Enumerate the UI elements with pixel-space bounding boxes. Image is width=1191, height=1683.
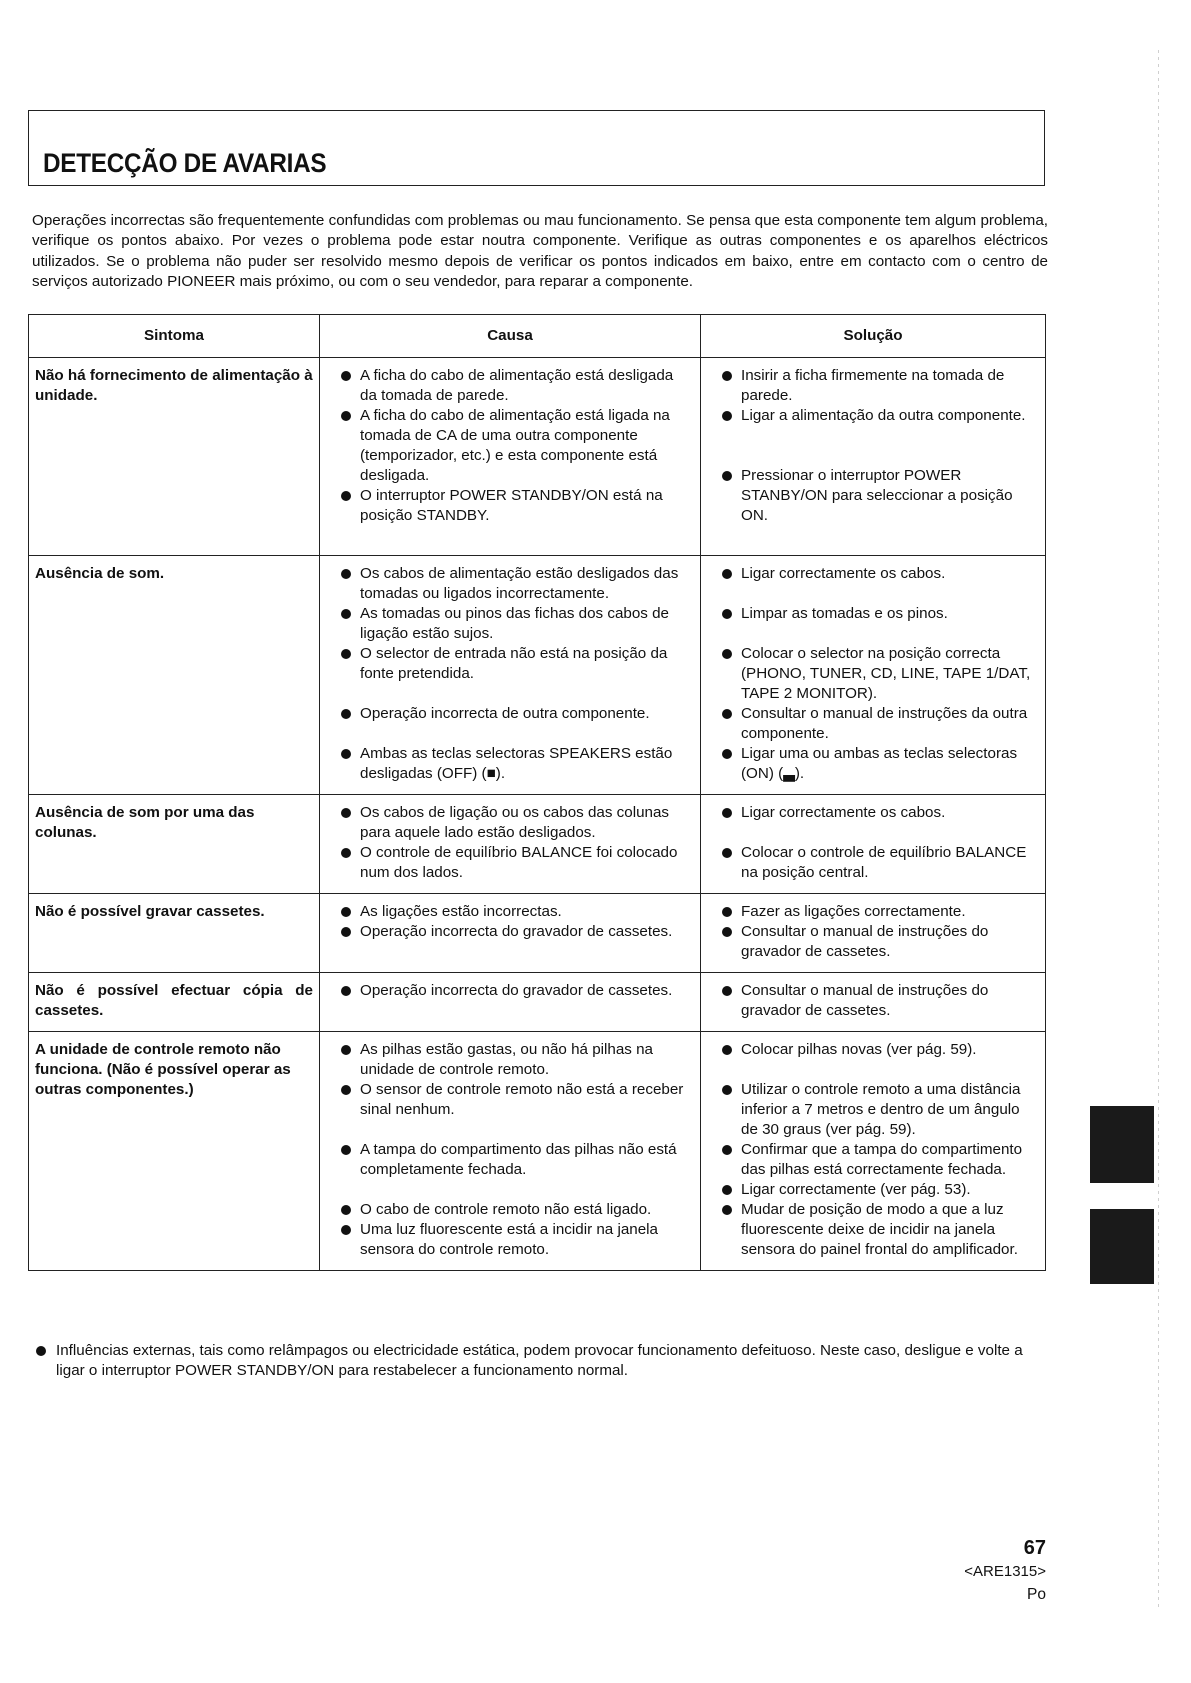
section-tab-marker (1090, 1106, 1154, 1183)
solution-item: Mudar de posição de modo a que a luz fluorescente deixe de incidir na janela sensora do painel frontal do amplificador. (707, 1200, 1039, 1260)
solution-item: Fazer as ligações correctamente. (707, 902, 1039, 922)
solution-cell (701, 556, 1046, 795)
cause-item: O selector de entrada não está na posição da fonte pretendida. (326, 644, 694, 684)
cause-cell (320, 973, 701, 1032)
table-row (29, 795, 1046, 894)
cause-cell (320, 795, 701, 894)
solution-item: Ligar uma ou ambas as teclas selectoras (ON) (▃). (707, 744, 1039, 784)
cause-cell (320, 358, 701, 556)
header-solution: Solução (701, 315, 1046, 358)
solution-item: Consultar o manual de instruções da outra componente. (707, 704, 1039, 744)
solution-item: Consultar o manual de instruções do gravador de cassetes. (707, 922, 1039, 962)
symptom-cell: Ausência de som. (29, 556, 320, 795)
symptom-cell: A unidade de controle remoto não funciona. (Não é possível operar as outras componentes.) (29, 1032, 320, 1271)
note (36, 1341, 1048, 1382)
document-code: <ARE1315> (964, 1563, 1046, 1580)
cause-item: Os cabos de ligação ou os cabos das colunas para aquele lado estão desligados. (326, 803, 694, 843)
solution-item: Pressionar o interruptor POWER STANBY/ON para seleccionar a posição ON. (707, 466, 1039, 526)
solution-cell (701, 973, 1046, 1032)
cause-cell (320, 556, 701, 795)
solution-item: Colocar o controle de equilíbrio BALANCE na posição central. (707, 843, 1039, 883)
cause-item: Uma luz fluorescente está a incidir na janela sensora do controle remoto. (326, 1220, 694, 1260)
cause-item: A ficha do cabo de alimentação está ligada na tomada de CA de uma outra componente (temporizador, etc.) e esta componente está desligada. (326, 406, 694, 486)
page-title: DETECÇÃO DE AVARIAS (43, 148, 327, 178)
cause-item: Operação incorrecta de outra componente. (326, 704, 694, 724)
solution-cell (701, 1032, 1046, 1271)
cause-item: As ligações estão incorrectas. (326, 902, 694, 922)
solution-item: Colocar pilhas novas (ver pág. 59). (707, 1040, 1039, 1060)
solution-cell (701, 358, 1046, 556)
troubleshooting-table (28, 314, 1046, 1271)
page-number: 67 (1023, 1537, 1046, 1559)
cause-item: Ambas as teclas selectoras SPEAKERS estão desligadas (OFF) (■). (326, 744, 694, 784)
bullet-icon (36, 1346, 46, 1356)
header-cause: Causa (320, 315, 701, 358)
cause-item: As pilhas estão gastas, ou não há pilhas na unidade de controle remoto. (326, 1040, 694, 1080)
table-row (29, 1032, 1046, 1271)
cause-cell (320, 1032, 701, 1271)
intro-paragraph: Operações incorrectas são frequentemente confundidas com problemas ou mau funcionamento. Se pensa que esta componente tem algum problema, verifique os pontos abaixo. Por vezes o problema pode estar noutra componente. Verifique as outras componentes e os aparelhos eléctricos utilizados. Se o problema não puder ser resolvido mesmo depois de verificar os pontos indicados em baixo, entre em contacto com o centro de serviços autorizado PIONEER mais próximo, ou com o seu vendedor, para reparar a componente. (32, 212, 1048, 290)
language-code: Po (1027, 1586, 1046, 1603)
cause-item: O controle de equilíbrio BALANCE foi colocado num dos lados. (326, 843, 694, 883)
cause-item: A ficha do cabo de alimentação está desligada da tomada de parede. (326, 366, 694, 406)
section-tab-marker (1090, 1209, 1154, 1284)
table-header-row (29, 315, 1046, 358)
solution-item: Ligar a alimentação da outra componente. (707, 406, 1039, 426)
solution-item: Utilizar o controle remoto a uma distância inferior a 7 metros e dentro de um ângulo de 30 graus (ver pág. 59). (707, 1080, 1039, 1140)
solution-item: Colocar o selector na posição correcta (PHONO, TUNER, CD, LINE, TAPE 1/DAT, TAPE 2 MONITOR). (707, 644, 1039, 704)
cause-item: Os cabos de alimentação estão desligados das tomadas ou ligados incorrectamente. (326, 564, 694, 604)
cause-item: Operação incorrecta do gravador de cassetes. (326, 981, 694, 1001)
solution-item: Ligar correctamente os cabos. (707, 803, 1039, 823)
table-row (29, 358, 1046, 556)
cause-item: O cabo de controle remoto não está ligado. (326, 1200, 694, 1220)
cause-item: A tampa do compartimento das pilhas não está completamente fechada. (326, 1140, 694, 1180)
cause-item: O sensor de controle remoto não está a receber sinal nenhum. (326, 1080, 694, 1120)
solution-cell (701, 795, 1046, 894)
solution-item: Confirmar que a tampa do compartimento das pilhas está correctamente fechada. (707, 1140, 1039, 1180)
symptom-cell: Ausência de som por uma das colunas. (29, 795, 320, 894)
symptom-cell: Não há fornecimento de alimentação à unidade. (29, 358, 320, 556)
table-row (29, 973, 1046, 1032)
title-box (28, 110, 1045, 186)
page-edge-line (1158, 50, 1159, 1610)
cause-item: O interruptor POWER STANDBY/ON está na posição STANDBY. (326, 486, 694, 526)
symptom-cell: Não é possível efectuar cópia de cassetes. (29, 973, 320, 1032)
solution-item: Ligar correctamente (ver pág. 53). (707, 1180, 1039, 1200)
solution-item: Consultar o manual de instruções do gravador de cassetes. (707, 981, 1039, 1021)
solution-item: Insirir a ficha firmemente na tomada de parede. (707, 366, 1039, 406)
cause-item: As tomadas ou pinos das fichas dos cabos de ligação estão sujos. (326, 604, 694, 644)
header-symptom: Sintoma (29, 315, 320, 358)
cause-cell (320, 894, 701, 973)
solution-cell (701, 894, 1046, 973)
table-row (29, 556, 1046, 795)
solution-item: Ligar correctamente os cabos. (707, 564, 1039, 584)
symptom-cell: Não é possível gravar cassetes. (29, 894, 320, 973)
cause-item: Operação incorrecta do gravador de cassetes. (326, 922, 694, 942)
table-row (29, 894, 1046, 973)
note-text: Influências externas, tais como relâmpagos ou electricidade estática, podem provocar funcionamento defeituoso. Neste caso, desligue e volte a ligar o interruptor POWER STANDBY/ON para restabelecer a funcionamento normal. (56, 1342, 1023, 1380)
solution-item: Limpar as tomadas e os pinos. (707, 604, 1039, 624)
